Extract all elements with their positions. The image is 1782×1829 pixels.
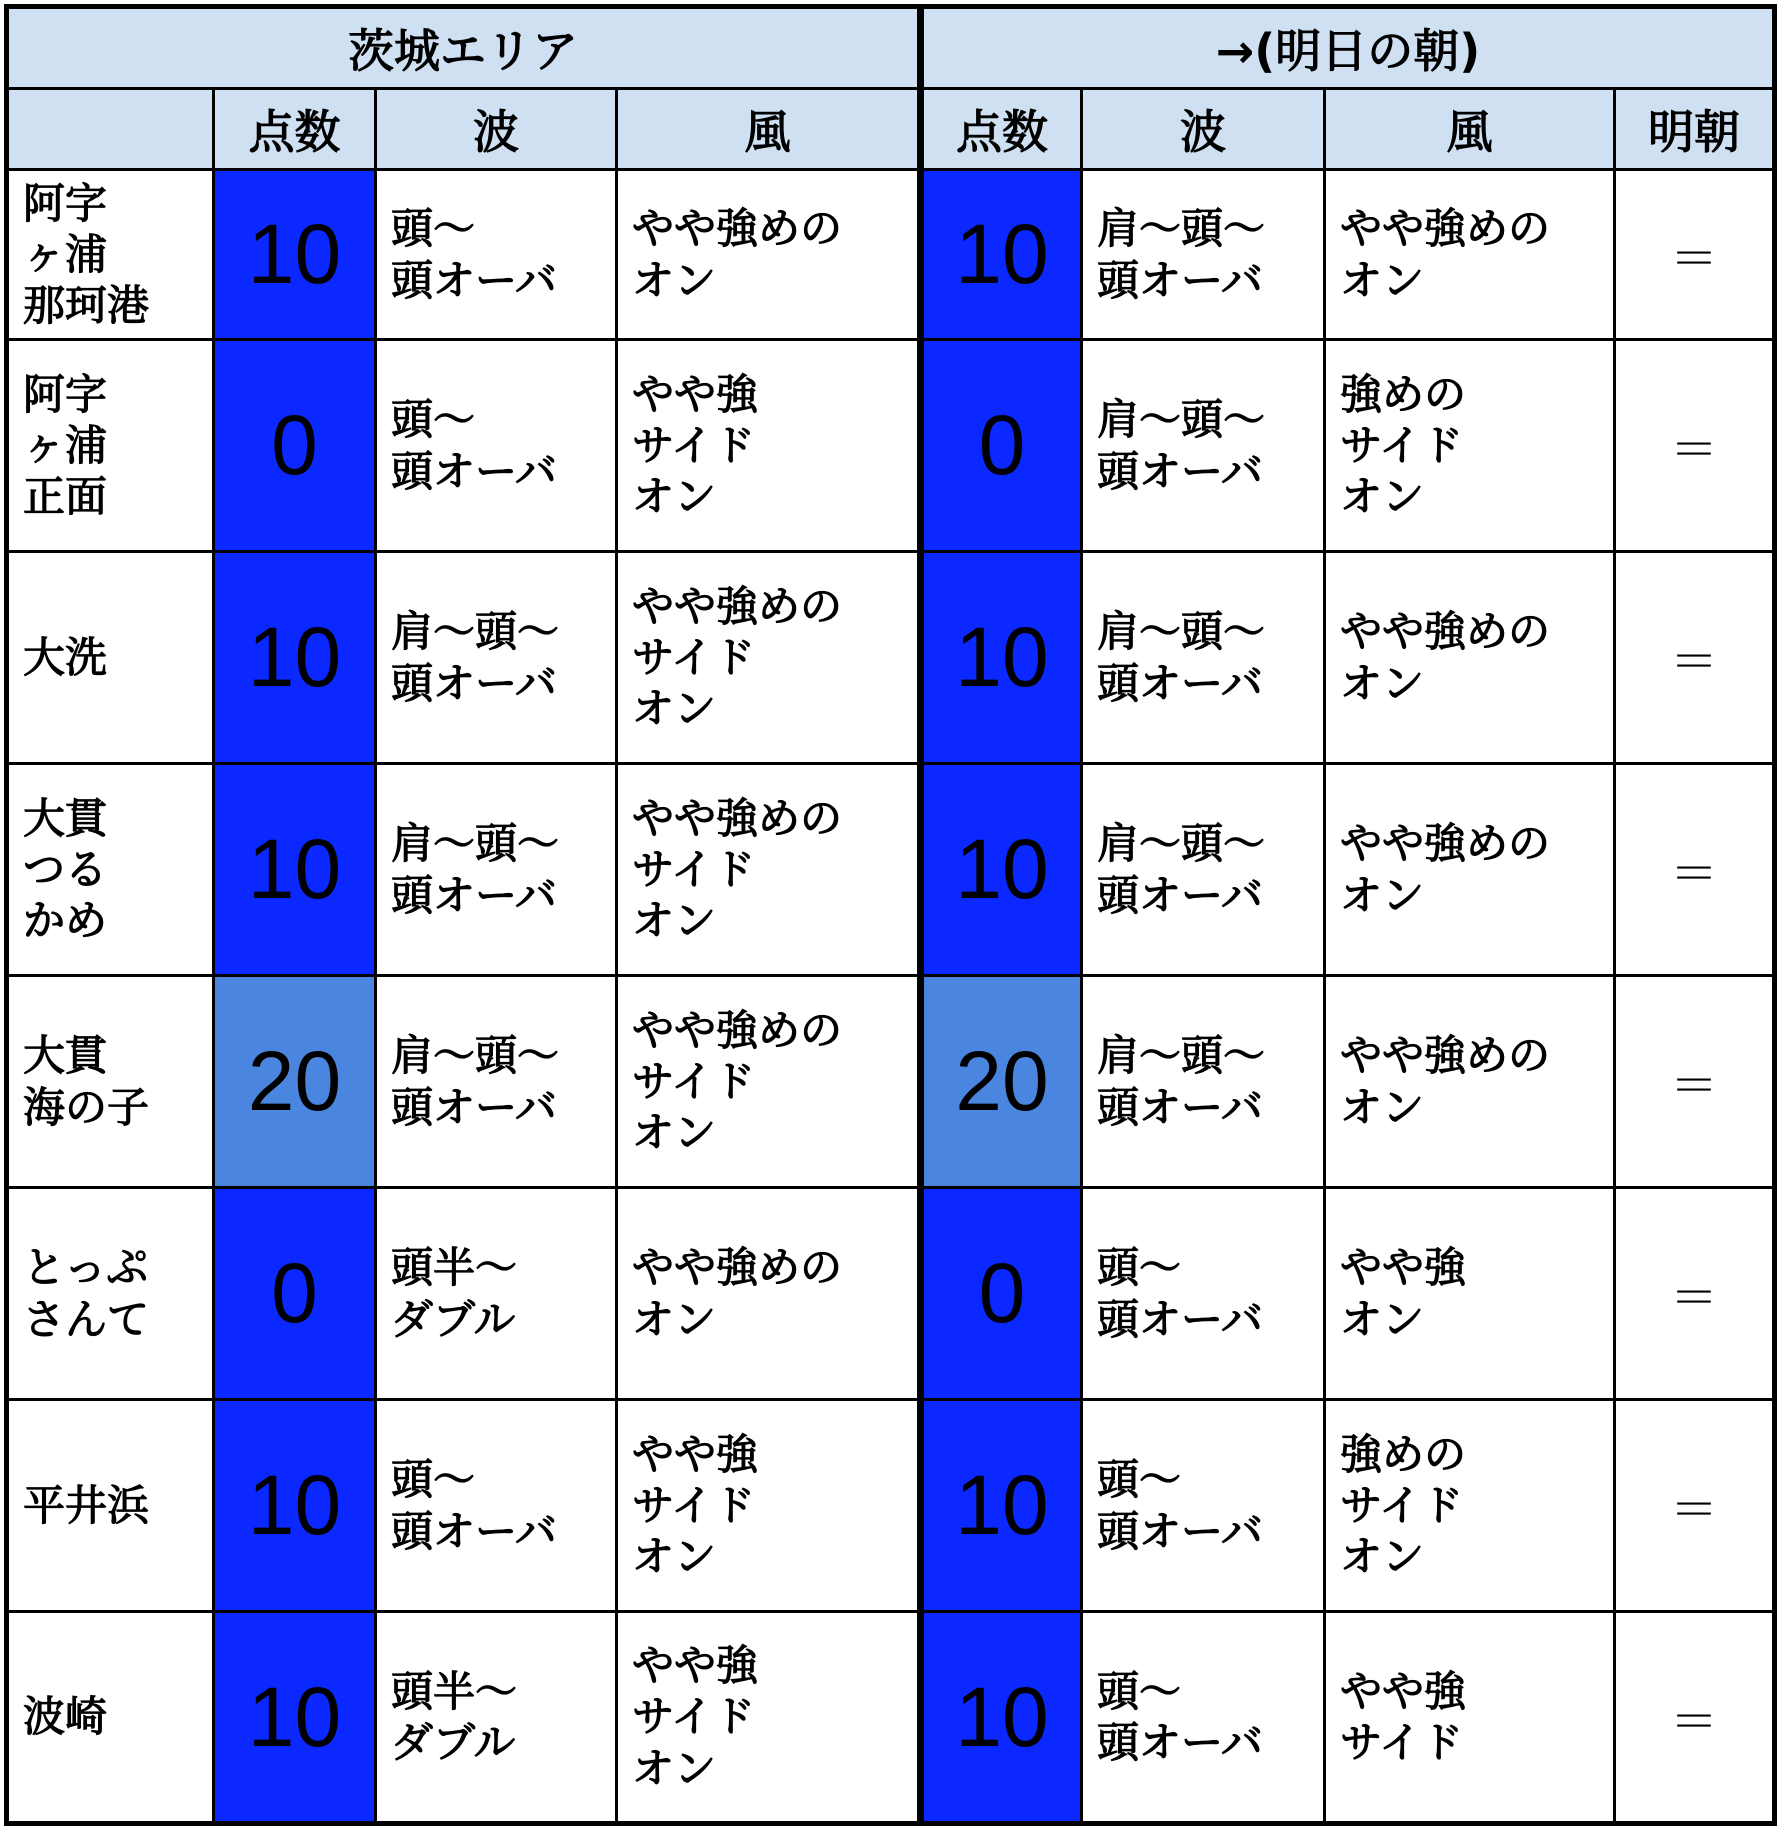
wind-tomorrow: 強めの サイド オン [1325,1400,1615,1612]
spot-name: 大貫 つる かめ [7,764,214,976]
wind-tomorrow: やや強めの オン [1325,552,1615,764]
table-row [7,1612,1775,1824]
score-today: 20 [214,976,376,1188]
surf-forecast-table [4,4,1777,1826]
wave-today: 頭半～ ダブル [376,1612,617,1824]
wave-tomorrow: 肩～頭～ 頭オーバ [1082,170,1325,340]
header-wave: 波 [376,89,617,170]
score-today: 10 [214,552,376,764]
score-tomorrow: 10 [921,170,1082,340]
wind-today: やや強めの オン [617,1188,921,1400]
wave-tomorrow: 頭～ 頭オーバ [1082,1188,1325,1400]
spot-name: 阿字 ヶ浦 正面 [7,340,214,552]
table-row [7,552,1775,764]
wind-today: やや強めの サイド オン [617,764,921,976]
wave-today: 肩～頭～ 頭オーバ [376,764,617,976]
wind-tomorrow: やや強 サイド [1325,1612,1615,1824]
header-wind: 風 [617,89,921,170]
wind-today: やや強めの オン [617,170,921,340]
trend-indicator: ＝ [1615,170,1775,340]
table-body [7,7,1775,1824]
wave-tomorrow: 肩～頭～ 頭オーバ [1082,764,1325,976]
trend-indicator: ＝ [1615,764,1775,976]
trend-indicator: ＝ [1615,552,1775,764]
wind-tomorrow: やや強めの オン [1325,764,1615,976]
wave-today: 肩～頭～ 頭オーバ [376,976,617,1188]
wind-today: やや強めの サイド オン [617,976,921,1188]
header-score-tomorrow: 点数 [921,89,1082,170]
header-wind-tomorrow: 風 [1325,89,1615,170]
score-tomorrow: 0 [921,340,1082,552]
wind-tomorrow: 強めの サイド オン [1325,340,1615,552]
wind-today: やや強 サイド オン [617,1612,921,1824]
wave-today: 頭半～ ダブル [376,1188,617,1400]
score-tomorrow: 0 [921,1188,1082,1400]
wave-today: 頭～ 頭オーバ [376,170,617,340]
wave-today: 頭～ 頭オーバ [376,340,617,552]
wind-tomorrow: やや強 オン [1325,1188,1615,1400]
wind-tomorrow: やや強めの オン [1325,976,1615,1188]
wave-tomorrow: 肩～頭～ 頭オーバ [1082,552,1325,764]
wind-today: やや強 サイド オン [617,1400,921,1612]
score-today: 10 [214,170,376,340]
area-title: 茨城エリア [7,7,921,89]
spot-name: 阿字 ヶ浦 那珂港 [7,170,214,340]
trend-indicator: ＝ [1615,976,1775,1188]
score-today: 10 [214,1400,376,1612]
score-today: 10 [214,1612,376,1824]
wind-today: やや強めの サイド オン [617,552,921,764]
score-tomorrow: 10 [921,1612,1082,1824]
table-row [7,340,1775,552]
header-trend: 明朝 [1615,89,1775,170]
spot-name: 波崎 [7,1612,214,1824]
table-row [7,764,1775,976]
wave-tomorrow: 頭～ 頭オーバ [1082,1400,1325,1612]
score-tomorrow: 10 [921,1400,1082,1612]
spot-name: 大貫 海の子 [7,976,214,1188]
wind-today: やや強 サイド オン [617,340,921,552]
tomorrow-title: →(明日の朝) [921,7,1775,89]
header-row-1 [7,7,1775,89]
score-today: 0 [214,340,376,552]
spot-name: 平井浜 [7,1400,214,1612]
trend-indicator: ＝ [1615,1612,1775,1824]
table-row [7,170,1775,340]
header-wave-tomorrow: 波 [1082,89,1325,170]
wave-today: 肩～頭～ 頭オーバ [376,552,617,764]
score-today: 10 [214,764,376,976]
wave-tomorrow: 頭～ 頭オーバ [1082,1612,1325,1824]
header-spot-blank [7,89,214,170]
score-tomorrow: 20 [921,976,1082,1188]
wave-tomorrow: 肩～頭～ 頭オーバ [1082,976,1325,1188]
table-row [7,1400,1775,1612]
score-tomorrow: 10 [921,552,1082,764]
wave-today: 頭～ 頭オーバ [376,1400,617,1612]
table-row [7,1188,1775,1400]
trend-indicator: ＝ [1615,1188,1775,1400]
score-tomorrow: 10 [921,764,1082,976]
trend-indicator: ＝ [1615,340,1775,552]
wind-tomorrow: やや強めの オン [1325,170,1615,340]
score-today: 0 [214,1188,376,1400]
trend-indicator: ＝ [1615,1400,1775,1612]
spot-name: とっぷ さんて [7,1188,214,1400]
header-score: 点数 [214,89,376,170]
table-row [7,976,1775,1188]
spot-name: 大洗 [7,552,214,764]
wave-tomorrow: 肩～頭～ 頭オーバ [1082,340,1325,552]
header-row-2 [7,89,1775,170]
